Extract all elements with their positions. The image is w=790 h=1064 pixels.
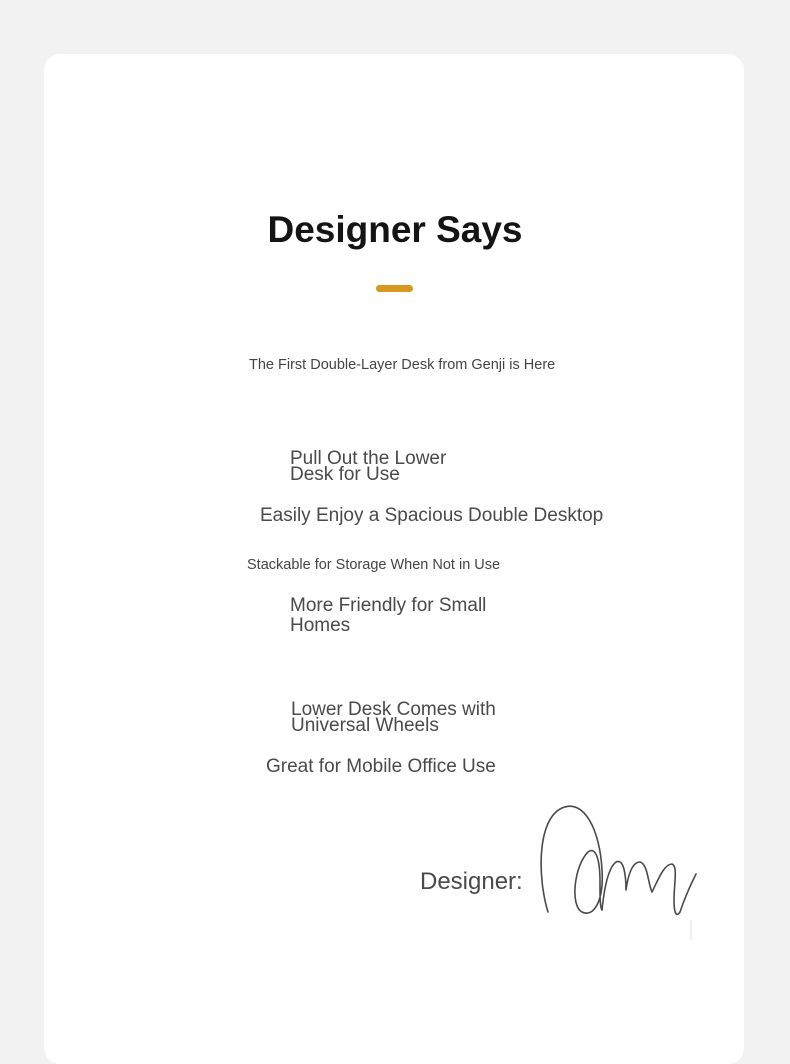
feature-stackable: Stackable for Storage When Not in Use [247,557,501,573]
subtitle: The First Double-Layer Desk from Genji is Here [249,357,556,373]
designer-signature [534,800,700,940]
feature-double-desktop: Easily Enjoy a Spacious Double Desktop [260,505,604,526]
title-accent-bar [376,285,413,292]
feature-pull-out: Pull Out the Lower Desk for Use [290,448,447,485]
page-title: Designer Says [267,209,523,250]
feature-universal-wheels: Lower Desk Comes with Universal Wheels [291,699,496,736]
feature-mobile-office: Great for Mobile Office Use [266,756,496,777]
designer-label: Designer: [420,868,523,895]
feature-small-homes: More Friendly for Small Homes [290,595,487,636]
